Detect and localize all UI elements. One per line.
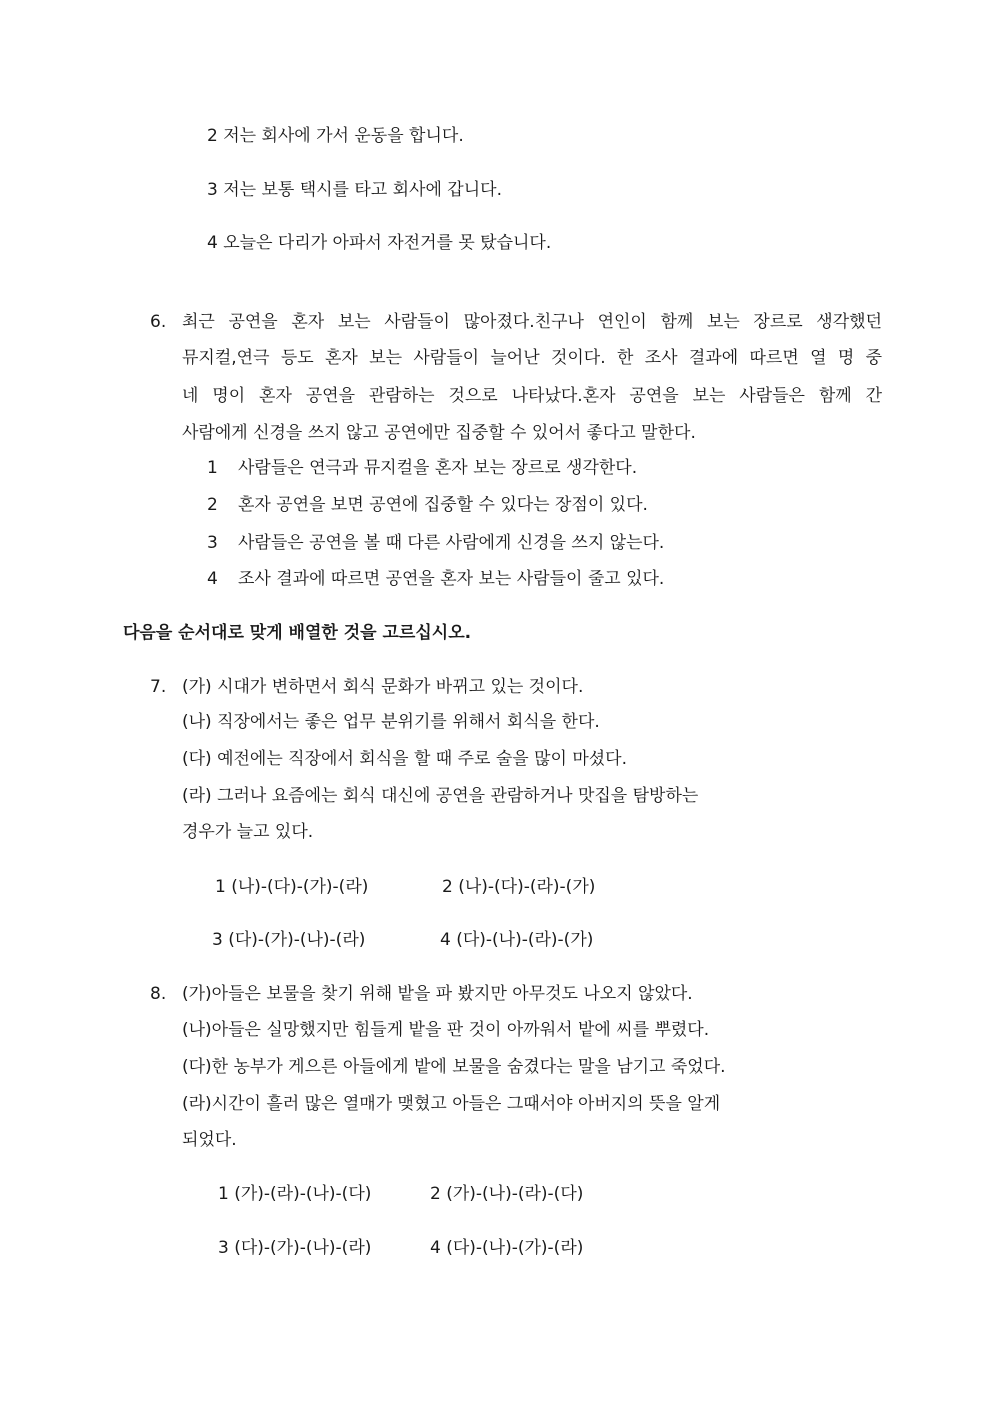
q6-number: 6. xyxy=(150,312,167,332)
q8-choice-3: 3 (다)-(가)-(나)-(라) xyxy=(218,1238,372,1258)
q7-sentence-da: (다) 예전에는 직장에서 회식을 할 때 주로 술을 많이 마셨다. xyxy=(182,749,628,769)
q8-choice-2: 2 (가)-(나)-(라)-(다) xyxy=(430,1184,584,1204)
q7-sentence-ra: (라) 그러나 요즘에는 회식 대신에 공연을 관람하거나 맛집을 탐방하는 xyxy=(182,786,699,806)
q6-option-text: 사람들은 연극과 뮤지컬을 혼자 보는 장르로 생각한다. xyxy=(238,458,638,478)
q5-option-2: 2 저는 회사에 가서 운동을 합니다. xyxy=(207,126,464,146)
q7-number: 7. xyxy=(150,677,167,697)
q7-sentence-na: (나) 직장에서는 좋은 업무 분위기를 위해서 회식을 한다. xyxy=(182,712,600,732)
q6-option-text: 혼자 공연을 보면 공연에 집중할 수 있다는 장점이 있다. xyxy=(238,495,648,515)
q6-option-text: 사람들은 공연을 볼 때 다른 사람에게 신경을 쓰지 않는다. xyxy=(238,533,665,553)
q6-passage-line-1: 최근 공연을 혼자 보는 사람들이 많아졌다.친구나 연인이 함께 보는 장르로 생각했던 xyxy=(182,312,882,332)
q8-sentence-ra: (라)시간이 흘러 많은 열매가 맺혔고 아들은 그때서야 아버지의 뜻을 알게 xyxy=(182,1094,721,1114)
q6-option-number: 2 xyxy=(207,495,218,515)
q6-option-number: 1 xyxy=(207,458,218,478)
q6-passage-line-2: 뮤지컬,연극 등도 혼자 보는 사람들이 늘어난 것이다. 한 조사 결과에 따르면 열 명 중 xyxy=(182,348,882,368)
q8-choice-4: 4 (다)-(나)-(가)-(라) xyxy=(430,1238,584,1258)
q5-option-4: 4 오늘은 다리가 아파서 자전거를 못 탔습니다. xyxy=(207,233,552,253)
q6-option-number: 3 xyxy=(207,533,218,553)
q7-choice-2: 2 (나)-(다)-(라)-(가) xyxy=(442,877,596,897)
q7-choice-4: 4 (다)-(나)-(라)-(가) xyxy=(440,930,594,950)
q6-option-text: 조사 결과에 따르면 공연을 혼자 보는 사람들이 줄고 있다. xyxy=(238,569,665,589)
q5-option-3: 3 저는 보통 택시를 타고 회사에 갑니다. xyxy=(207,180,502,200)
q8-sentence-ra-continued: 되었다. xyxy=(182,1130,237,1150)
section-heading: 다음을 순서대로 맞게 배열한 것을 고르십시오. xyxy=(123,623,472,643)
q7-choice-1: 1 (나)-(다)-(가)-(라) xyxy=(215,877,369,897)
q8-sentence-ga: (가)아들은 보물을 찾기 위해 밭을 파 봤지만 아무것도 나오지 않았다. xyxy=(182,984,693,1004)
q8-sentence-na: (나)아들은 실망했지만 힘들게 밭을 판 것이 아까워서 밭에 씨를 뿌렸다. xyxy=(182,1020,710,1040)
q6-option-number: 4 xyxy=(207,569,218,589)
q7-choice-3: 3 (다)-(가)-(나)-(라) xyxy=(212,930,366,950)
q7-sentence-ga: (가) 시대가 변하면서 회식 문화가 바뀌고 있는 것이다. xyxy=(182,677,584,697)
q6-passage-line-3: 네 명이 혼자 공연을 관람하는 것으로 나타났다.혼자 공연을 보는 사람들은 함께 간 xyxy=(182,386,882,406)
q8-choice-1: 1 (가)-(라)-(나)-(다) xyxy=(218,1184,372,1204)
q8-number: 8. xyxy=(150,984,167,1004)
q8-sentence-da: (다)한 농부가 게으른 아들에게 밭에 보물을 숨겼다는 말을 남기고 죽었다. xyxy=(182,1057,726,1077)
q6-passage-line-4: 사람에게 신경을 쓰지 않고 공연에만 집중할 수 있어서 좋다고 말한다. xyxy=(182,423,696,443)
q7-sentence-ra-continued: 경우가 늘고 있다. xyxy=(182,822,314,842)
